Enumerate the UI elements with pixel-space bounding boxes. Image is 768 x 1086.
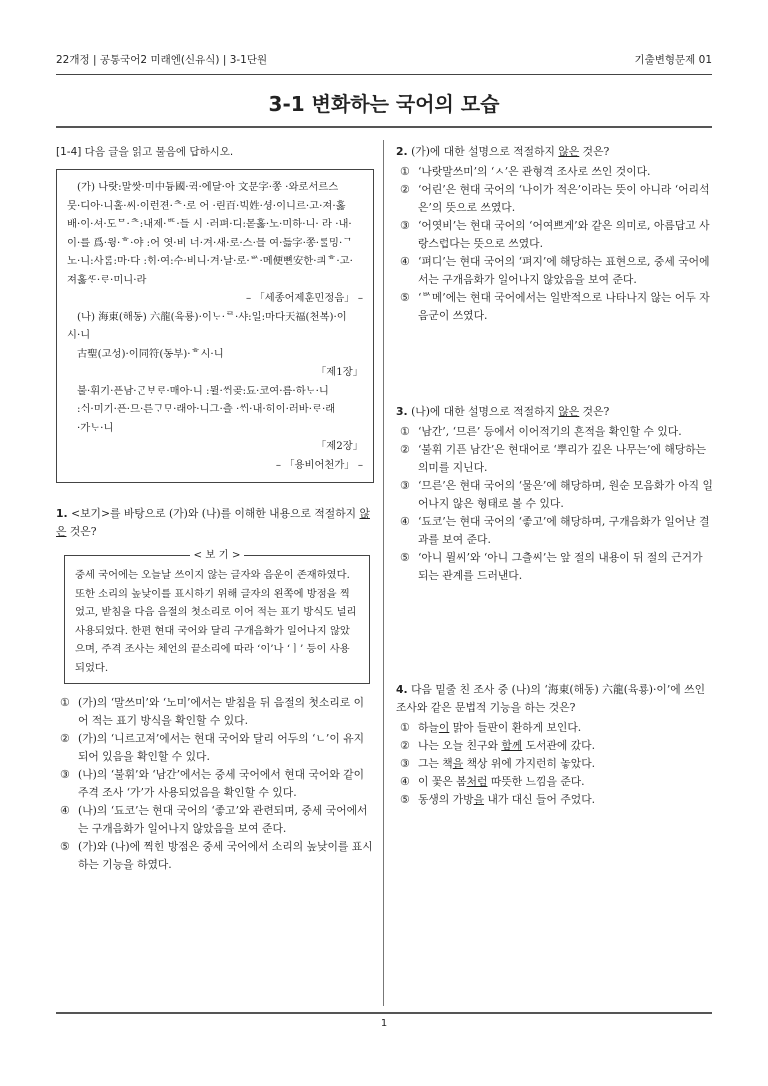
- option-number: ⑤: [400, 793, 410, 806]
- question-1-number: 1.: [56, 507, 68, 520]
- passage-na-line: :ᄉᆡ·미기·픈·므·른ᄀᆞᄆᆞ·래아·니그·츨 ·ᄊᆡ·내·히이·러바·ᄅᆞ·래: [77, 403, 336, 415]
- question-4-text: 다음 밑줄 친 조사 중 (나)의 ‘海東(해동) 六龍(육룡)·이’에 쓰인 조사와 같은 문법적 기능을 하는 것은?: [396, 683, 706, 714]
- bogi-box: [64, 549, 370, 684]
- question-4-stem: [396, 681, 714, 717]
- option-text: ‘어린’은 현대 국어의 ‘나이가 적은’이라는 뜻이 아니라 ‘어리석은’의 뜻으로 쓰였다.: [418, 183, 710, 214]
- option-text: ‘됴코’는 현대 국어의 ‘좋고’에 해당하며, 구개음화가 일어난 결과를 보여 준다.: [418, 515, 710, 546]
- passage-box: [56, 169, 374, 483]
- passage-na-line: ·가ᄂᆞ·니: [77, 421, 114, 434]
- option-number: ②: [400, 443, 410, 456]
- question-1-stem: [56, 505, 374, 541]
- passage-na-line: 불·휘기·픈남·ᄀᆞᆫᄇᆞᄅᆞ·매아·니 :뮐·ᄊᆡ곶:됴·코여·름·하ᄂᆞ·니: [77, 384, 329, 397]
- option[interactable]: [396, 217, 714, 253]
- option-number: ①: [400, 425, 410, 438]
- option[interactable]: [396, 737, 714, 755]
- option-number: ③: [400, 757, 410, 770]
- page-title: 3-1 변화하는 국어의 모습: [268, 92, 500, 116]
- passage-na-source: – 「용비어천가」 –: [275, 458, 363, 471]
- bogi-text: 중세 국어에는 오늘날 쓰이지 않는 글자와 음운이 존재하였다. 또한 소리의 높낮이를 표시하기 위해 글자의 왼쪽에 방점을 찍었고, 받침을 다음 음절의 첫소리로 이어 적는 표기 방식도 널리 사용되었다. 한편 현대 국어와 달리 구개음화가 일어나지 않았으며, 주격 조사는 체언의 끝소리에 따라 ‘이’나 ‘ㅣ’ 등이 사용되었다.: [75, 569, 357, 674]
- option-text: ‘나랏말쓰미’의 ‘ㅅ’은 관형격 조사로 쓰인 것이다.: [418, 165, 651, 178]
- passage-ga-line: (가) 나랏:말쌋·미中듕國·귁·에달·아 文문字·쫑 ·와로서르스: [77, 181, 339, 193]
- option-number: ①: [400, 721, 410, 734]
- option-text: ‘므른’은 현대 국어의 ‘물은’에 해당하며, 원순 모음화가 아직 일어나지 않은 형태로 볼 수 있다.: [418, 479, 713, 510]
- option-text: (나)의 ‘불휘’와 ‘남간’에서는 중세 국어에서 현대 국어와 같이 주격 조사 ‘가’가 사용되었음을 확인할 수 있다.: [78, 768, 365, 799]
- option-text: (가)와 (나)에 찍힌 방점은 중세 국어에서 소리의 높낮이를 표시하는 기능을 하였다.: [78, 840, 373, 871]
- footer-rule: [56, 1012, 712, 1014]
- question-3-number: 3.: [396, 405, 408, 418]
- option[interactable]: [396, 773, 714, 791]
- option[interactable]: [396, 253, 714, 289]
- question-2-text-end: 것은?: [579, 145, 610, 158]
- option-underline: 을: [473, 793, 485, 806]
- question-2-options: [396, 163, 714, 325]
- question-4-number: 4.: [396, 683, 408, 696]
- option-text: 동생의 가방: [418, 793, 474, 806]
- option-number: ④: [400, 775, 410, 788]
- option[interactable]: [396, 513, 714, 549]
- passage-na-chapter2: 「제2장」: [315, 440, 363, 452]
- header-label: 기출변형문제 01: [634, 54, 712, 66]
- option[interactable]: [396, 791, 714, 809]
- option-text: ‘ᄡ메’에는 현대 국어에서는 일반적으로 나타나지 않는 어두 자음군이 쓰였다.: [418, 291, 710, 322]
- question-2-text: (가)에 대한 설명으로 적절하지: [411, 145, 559, 158]
- option-number: ③: [400, 219, 410, 232]
- option[interactable]: [396, 181, 714, 217]
- option-text: ‘어엿비’는 현대 국어의 ‘어여쁘게’와 같은 의미로, 아름답고 사랑스럽다는 뜻으로 쓰였다.: [418, 219, 710, 250]
- passage-ga-line: 져홇ᄯᆞ·ᄅᆞ·미니·라: [67, 273, 147, 286]
- question-3-options: [396, 423, 714, 585]
- passage-ga-source: – 「세종어제훈민정음」 –: [245, 292, 363, 304]
- passage-ga-line: 뭇·디아·니홀·씨·이런젼·ᄎ·로 어 ·린百·빅姓·셩·이니르·고·져·홇: [67, 199, 346, 212]
- option-text: (가)의 ‘말쓰미’와 ‘노미’에서는 받침을 뒤 음절의 첫소리로 이어 적는 표기 방식을 확인할 수 있다.: [78, 696, 365, 727]
- option[interactable]: [56, 766, 374, 802]
- header-rule: [56, 74, 712, 75]
- right-column: [396, 143, 714, 809]
- question-4-options: [396, 719, 714, 809]
- option-text: 그는 책: [418, 757, 453, 770]
- option-text-end: 책상 위에 가지런히 놓았다.: [463, 757, 596, 770]
- question-2-stem: [396, 143, 714, 161]
- option-number: ④: [400, 515, 410, 528]
- page-number: 1: [380, 1018, 388, 1029]
- header-course: 22개정 | 공통국어2 미래엔(신유식) | 3-1단원: [56, 54, 268, 66]
- option-underline: 함께: [501, 739, 523, 752]
- option[interactable]: [396, 289, 714, 325]
- option-text: ‘아니 뮐씨’와 ‘아니 그츨씨’는 앞 절의 내용이 뒤 절의 근거가 되는 관계를 드러낸다.: [418, 551, 703, 582]
- bogi-title: < 보 기 >: [190, 549, 245, 561]
- question-2-number: 2.: [396, 145, 408, 158]
- option-text-end: 도서관에 갔다.: [522, 739, 596, 752]
- option[interactable]: [56, 802, 374, 838]
- option-text-end: 맑아 들판이 환하게 보인다.: [449, 721, 582, 734]
- passage-ga-line: 이·를 爲·윙·ᄒ·야 :어 엿·비 너·겨·새·로·스·믈 여·듧字·쫑·ᄅᆞᆯ밍·ᄀ: [67, 236, 353, 249]
- question-3-stem: [396, 403, 714, 421]
- passage-na-chapter1: 「제1장」: [315, 366, 363, 378]
- option[interactable]: [396, 163, 714, 181]
- instruction: [1-4] 다음 글을 읽고 물음에 답하시오.: [56, 146, 234, 158]
- option-number: ②: [60, 732, 70, 745]
- option[interactable]: [396, 441, 714, 477]
- option[interactable]: [56, 730, 374, 766]
- passage-ga-line: 노·니:사ᄅᆞᆷ:마·다 :ᄒᆡ·여:수·비니·겨·날·로·ᄡ·메便뼌安한·킈ᄒ·고·: [67, 255, 353, 267]
- option-text: ‘펴디’는 현대 국어의 ‘펴지’에 해당하는 표현으로, 중세 국어에서는 구개음화가 일어나지 않았음을 보여 준다.: [418, 255, 710, 286]
- option-number: ①: [60, 696, 70, 709]
- option-text-end: 따뜻한 느낌을 준다.: [487, 775, 585, 788]
- option-number: ⑤: [400, 551, 410, 564]
- option-text: 나는 오늘 친구와: [418, 739, 502, 752]
- left-column: [56, 143, 374, 874]
- option-number: ③: [400, 479, 410, 492]
- option-text-end: 내가 대신 들어 주었다.: [484, 793, 596, 806]
- option-text: (나)의 ‘됴코’는 현대 국어의 ‘좋고’와 관련되며, 중세 국어에서는 구개음화가 일어나지 않았음을 보여 준다.: [78, 804, 368, 835]
- option-number: ②: [400, 183, 410, 196]
- passage-ga-line: 배·이·셔·도ᄆ·ᄎ:내제·ᄠ·들 시 ·러펴·디:몯홇·노·미하·니· 라 ·내·: [67, 218, 352, 230]
- option-text: ‘불휘 기픈 남간’은 현대어로 ‘뿌리가 깊은 나무는’에 해당하는 의미를 지닌다.: [418, 443, 707, 474]
- title-rule: [56, 126, 712, 128]
- column-divider: [383, 140, 384, 1006]
- option-text: (가)의 ‘니르고져’에서는 현대 국어와 달리 어두의 ‘ㄴ’이 유지되어 있음을 확인할 수 있다.: [78, 732, 365, 763]
- question-3-text-end: 것은?: [579, 405, 610, 418]
- option-underline: 처럼: [466, 775, 488, 788]
- option[interactable]: [56, 838, 374, 874]
- option[interactable]: [56, 694, 374, 730]
- option-underline: 을: [452, 757, 464, 770]
- question-1-text-end: 것은?: [66, 525, 97, 538]
- option-number: ①: [400, 165, 410, 178]
- option-underline: 이: [438, 721, 450, 734]
- option[interactable]: [396, 755, 714, 773]
- option[interactable]: [396, 719, 714, 737]
- option-text: 하늘: [418, 721, 439, 734]
- question-3-text: (나)에 대한 설명으로 적절하지: [411, 405, 559, 418]
- question-2-underline: 않은: [558, 145, 580, 158]
- question-1-text: <보기>를 바탕으로 (가)와 (나)를 이해한 내용으로 적절하지: [71, 507, 357, 520]
- option-text: 이 꽃은 봄: [418, 775, 467, 788]
- question-1-options: [56, 694, 374, 874]
- option-number: ④: [60, 804, 70, 817]
- option[interactable]: [396, 423, 714, 441]
- question-1-underline: 않은: [56, 507, 370, 538]
- option-text: ‘남간’, ‘므른’ 등에서 이어적기의 흔적을 확인할 수 있다.: [418, 425, 682, 438]
- option-number: ⑤: [400, 291, 410, 304]
- option[interactable]: [396, 549, 714, 585]
- option-number: ③: [60, 768, 70, 781]
- option-number: ⑤: [60, 840, 70, 853]
- page-header: [56, 52, 712, 72]
- option-number: ②: [400, 739, 410, 752]
- passage-na-line: 시·니: [67, 329, 91, 341]
- option-number: ④: [400, 255, 410, 268]
- question-3-underline: 않은: [558, 405, 580, 418]
- passage-na-line: (나) 海東(해동) 六龍(육룡)·이ᄂᆞ·ᄅ·샤:일:마다天福(천복)·이: [77, 310, 347, 323]
- passage-na-line: 古聖(고성)·이同符(동부)·ᄒ시·니: [77, 347, 224, 360]
- option[interactable]: [396, 477, 714, 513]
